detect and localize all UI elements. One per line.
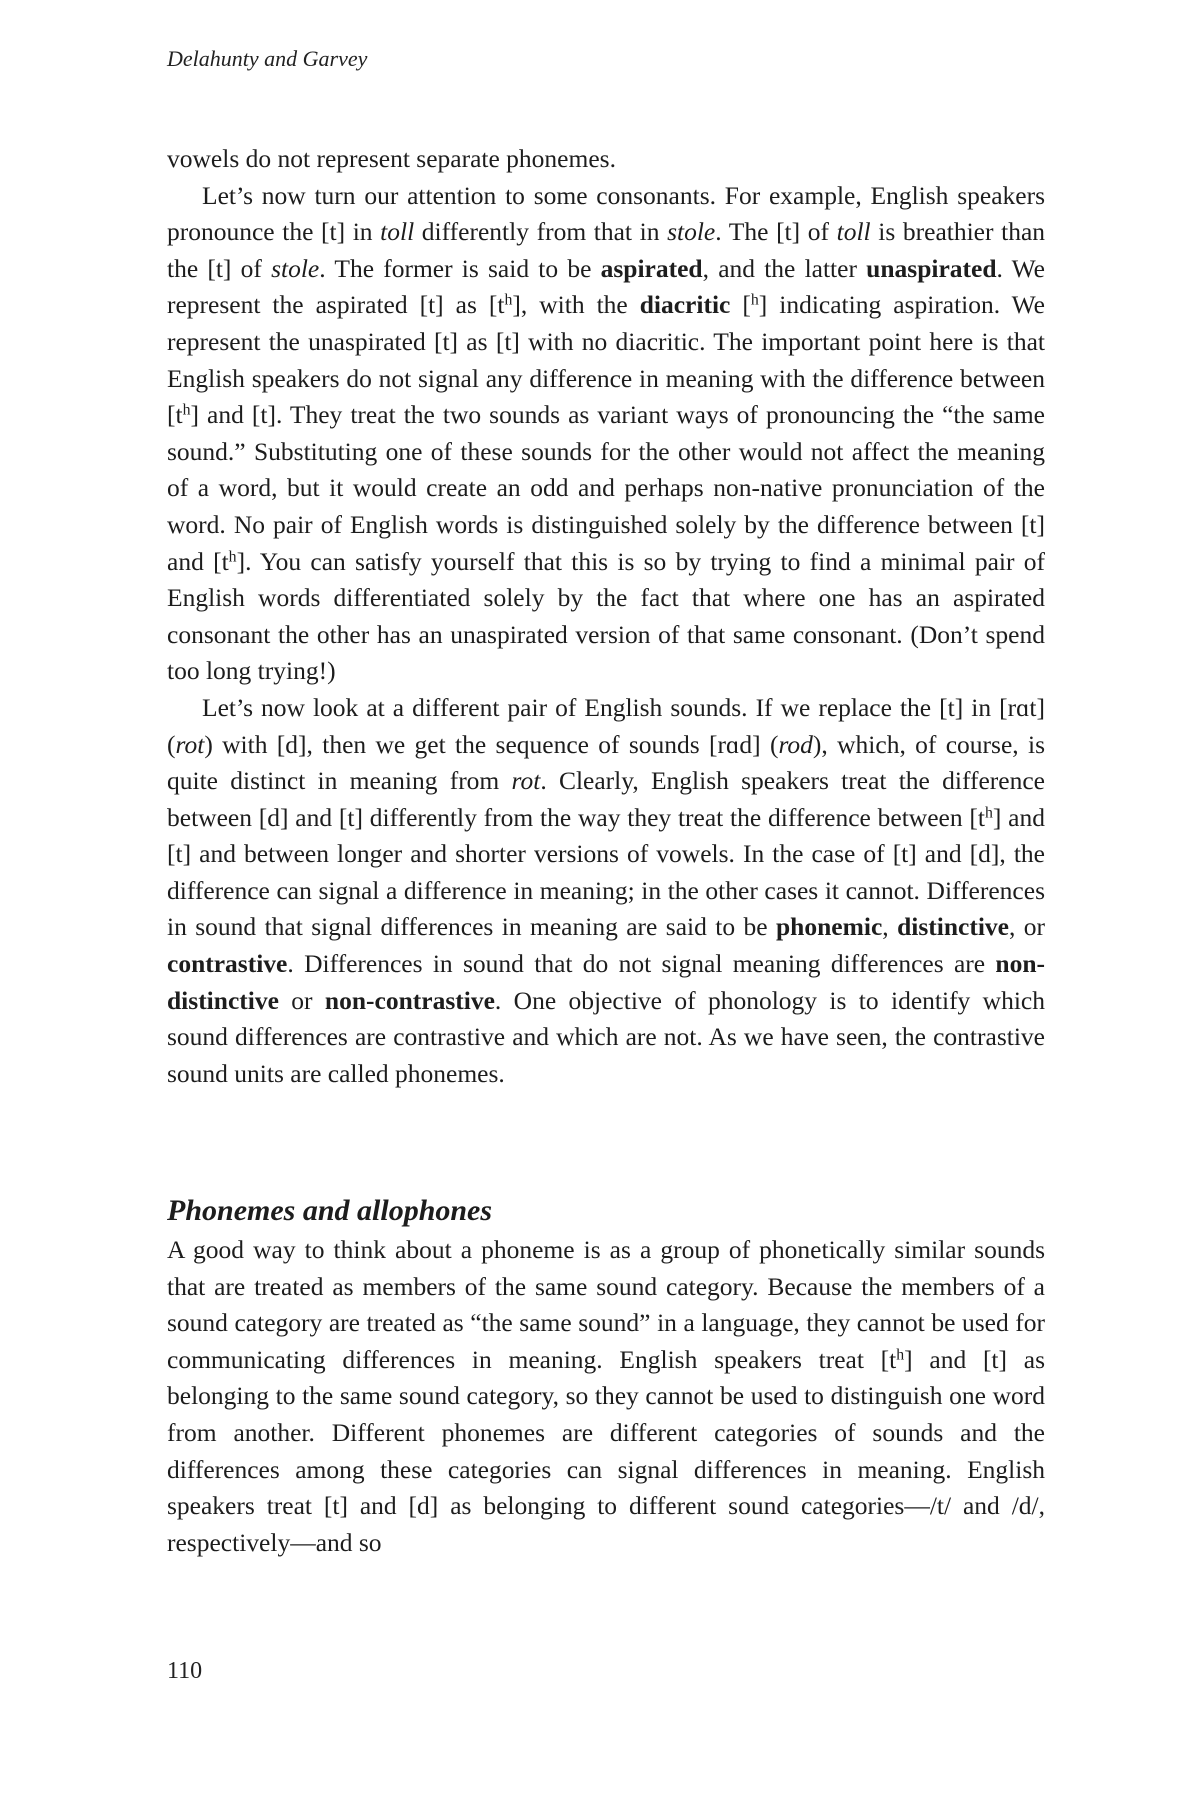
paragraph-2: Let’s now turn our attention to some consonants. For example, English speakers pronounce the [t] in toll differently from that in stole. The [t] of toll is breathier than the [t] of stole. The former is said to be aspirated, and the latter unaspirated. We represent the aspirated [t] as $[t^h]$, with the diacritic [$^h$] indicating aspiration. We represent the unaspirated [t] as [t] with no diacritic. The important point here is that English speakers do not signal any difference in meaning with the difference between $[t^h]$ and [t]. They treat the two sounds as variant ways of pronouncing the “the same sound.” Substituting one of these sounds for the other would not affect the meaning of a word, but it would create an odd and perhaps non-native pronunciation of the word. No pair of English words is distinguished solely by the difference between [t] and $[t^h]$. You can satisfy yourself that this is so by trying to find a minimal pair of English words differentiated solely by the fact that where one has an aspirated consonant the other has an unaspirated version of that same consonant. (Don’t spend too long trying!): [167, 180, 1046, 686]
key-term: non-distinctive: [167, 949, 1045, 1015]
paragraph-1: vowels do not represent separate phonemes.: [167, 144, 616, 173]
key-term: phonemic: [776, 912, 883, 942]
aspiration-diacritic: h: [896, 1346, 905, 1364]
key-term: distinctive: [897, 912, 1009, 942]
example-word: rod: [778, 729, 813, 759]
key-term: unaspirated: [866, 253, 997, 283]
paragraph-4: A good way to think about a phoneme is as a group of phonetically similar sounds that are treated as members of the same sound category. Because the members of a sound category are treated as “the same sound” in a language, they cannot be used for communicating differences in meaning. English speakers treat $[t^h]$ and [t] as belonging to the same sound category, so they cannot be used to distinguish one word from another. Different phonemes are different categories of sounds and the differences among these categories can signal differences in meaning. English speakers treat [t] and [d] as belonging to different sound categories—/t/ and /d/, respectively—and so: [167, 1235, 1045, 1557]
aspiration-diacritic: h: [182, 401, 191, 419]
aspiration-diacritic: h: [228, 547, 237, 565]
example-word: toll: [836, 217, 871, 247]
section-body-text: [167, 1232, 1045, 1561]
aspiration-diacritic: h: [750, 291, 759, 309]
key-term: aspirated: [600, 253, 703, 283]
key-term: diacritic: [639, 290, 731, 320]
example-word: stole: [667, 217, 716, 247]
key-term: contrastive: [167, 949, 288, 979]
paragraph-3: Let’s now look at a different pair of English sounds. If we replace the [t] in [rɑt] (rot) with [d], then we get the sequence of sounds [rɑd] (rod), which, of course, is quite distinct in meaning from rot. Clearly, English speakers treat the difference between [d] and [t] differently from the way they treat the difference between $[t^h]$ and [t] and between longer and shorter versions of vowels. In the case of [t] and [d], the difference can signal a difference in meaning; in the other cases it cannot. Differences in sound that signal differences in meaning are said to be phonemic, distinctive, or contrastive. Differences in sound that do not signal meaning differences are non-distinctive or non-contrastive. One objective of phonology is to identify which sound differences are contrastive and which are not. As we have seen, the contrastive sound units are called phonemes.: [167, 692, 1046, 1088]
aspiration-diacritic: h: [504, 291, 513, 309]
body-text: [167, 141, 1045, 1092]
example-word: stole: [271, 253, 320, 283]
page-number: 110: [167, 1658, 203, 1684]
section-heading: Phonemes and allophones: [167, 1194, 493, 1227]
example-word: rot: [511, 766, 541, 796]
example-word: rot: [175, 729, 205, 759]
key-term: non-contrastive: [324, 985, 495, 1015]
example-word: toll: [380, 217, 415, 247]
aspiration-diacritic: h: [984, 804, 993, 821]
running-head: Delahunty and Garvey: [167, 46, 368, 71]
